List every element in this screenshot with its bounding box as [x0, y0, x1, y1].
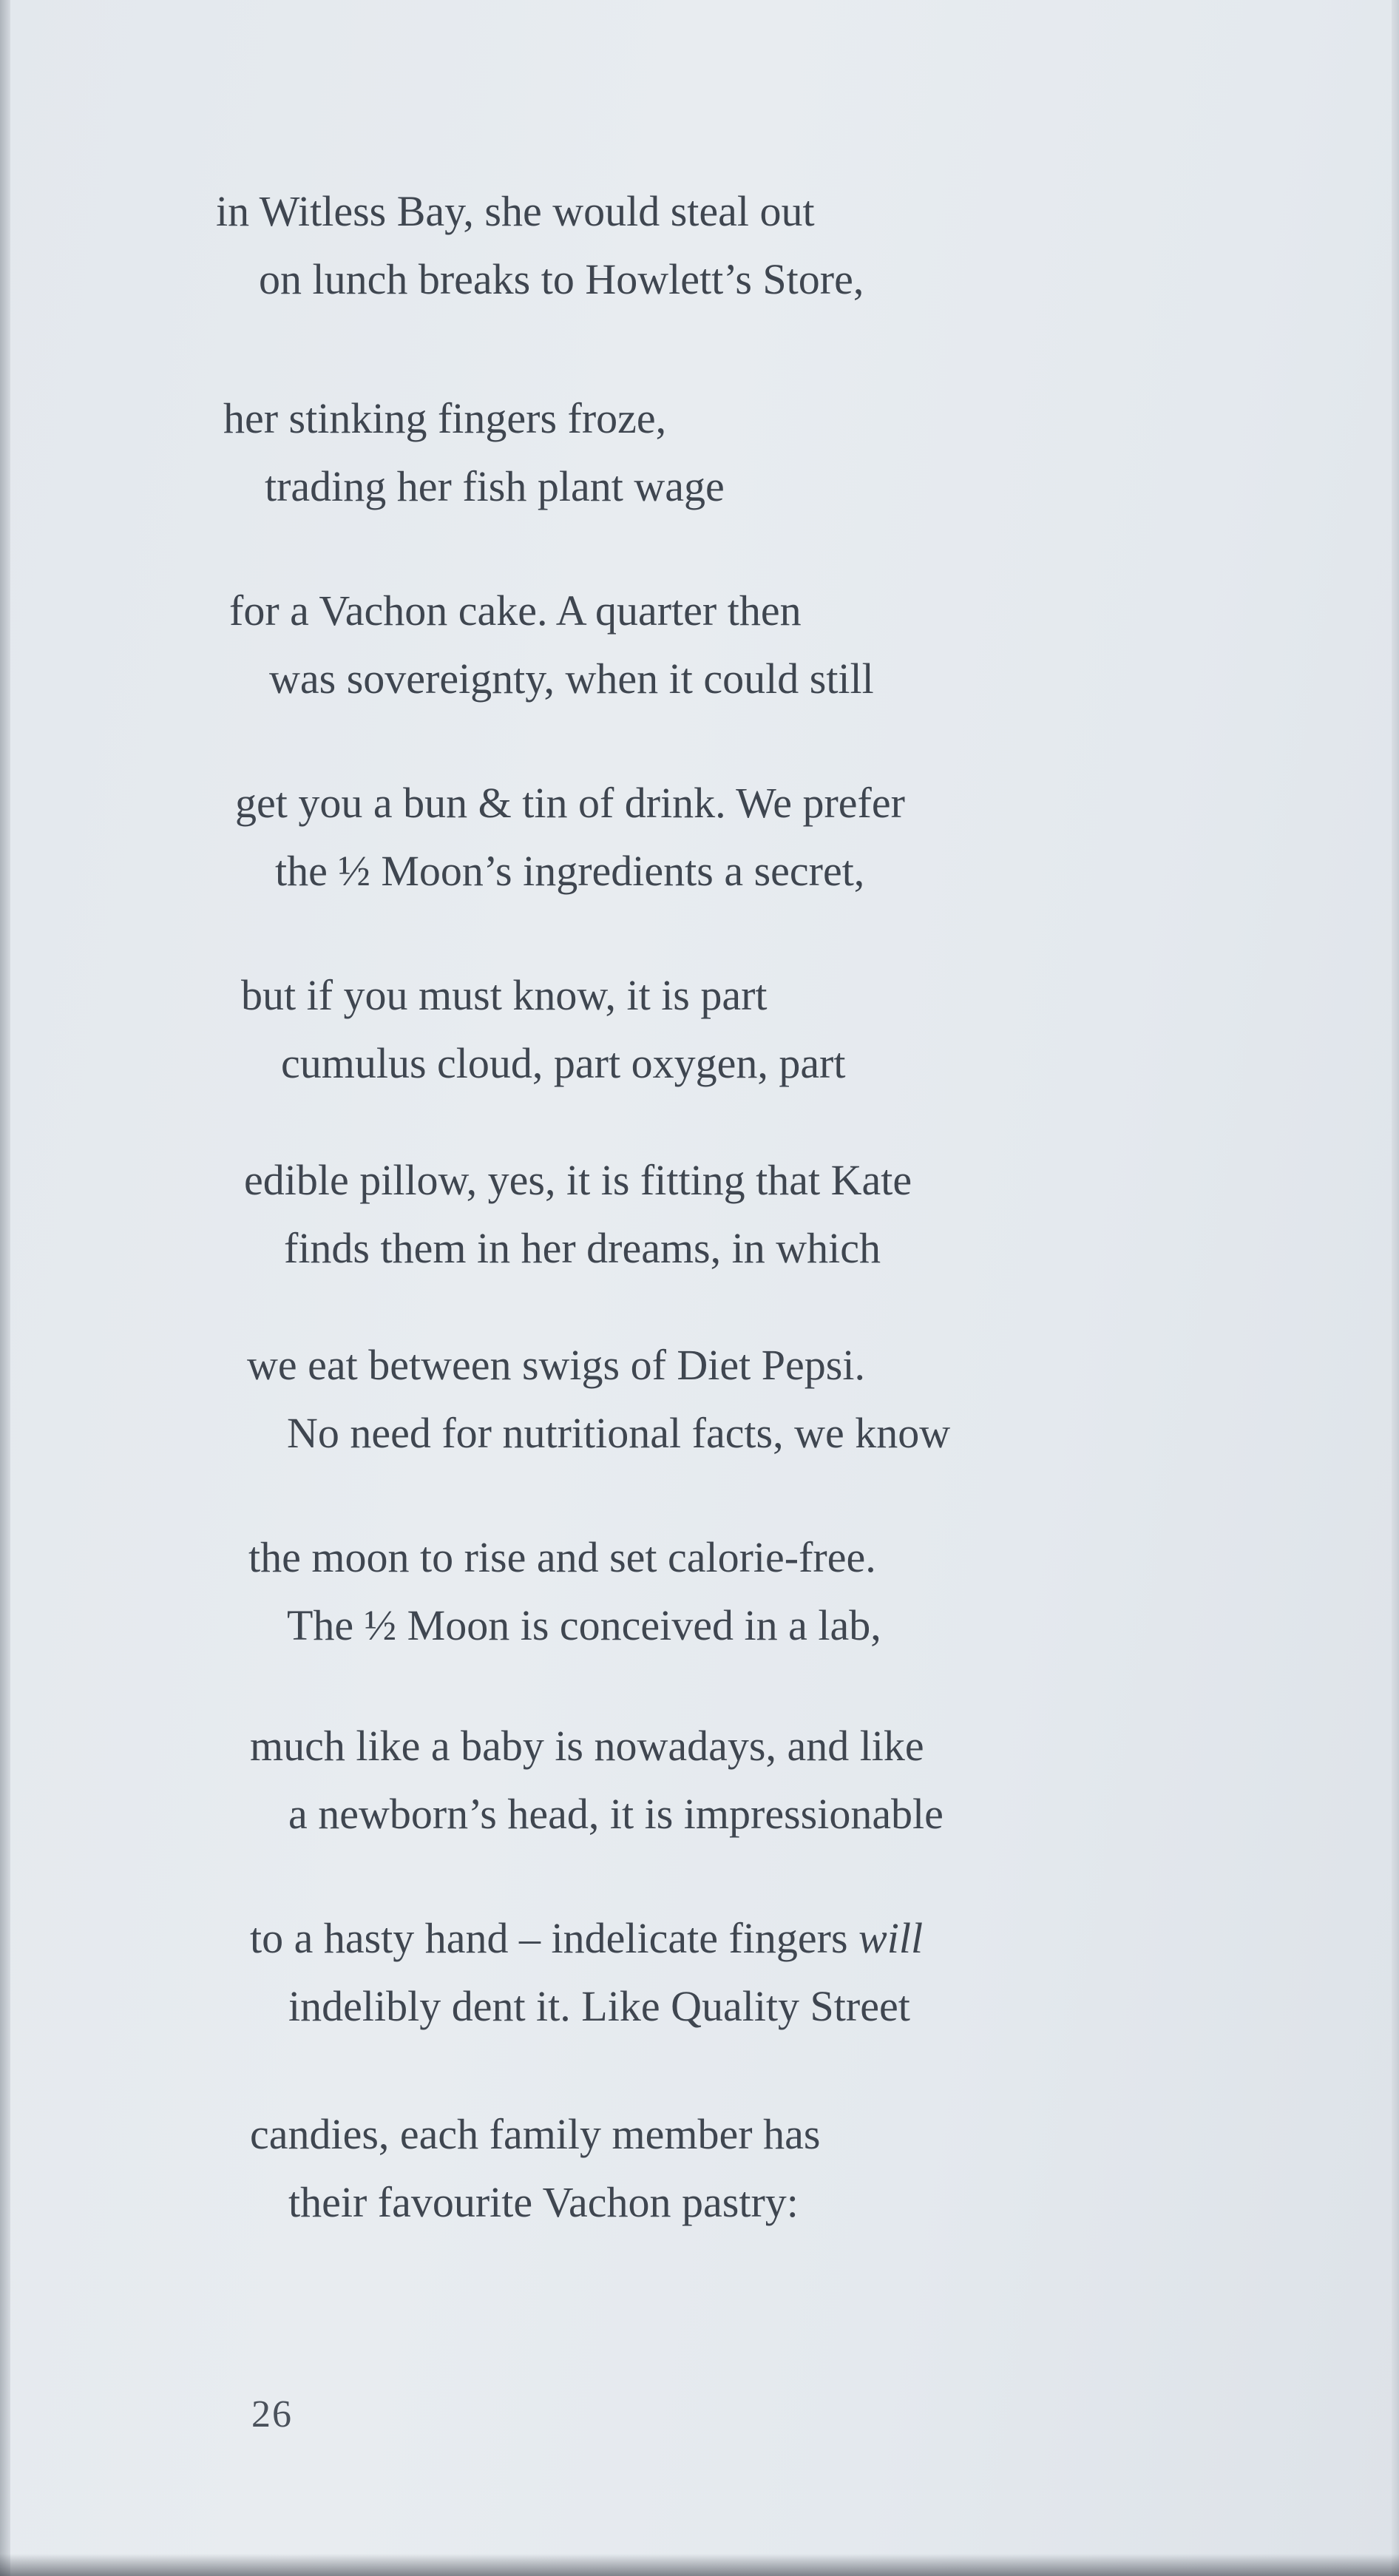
stanza-line: in Witless Bay, she would steal out	[216, 187, 815, 235]
stanza-line-indented: on lunch breaks to Howlett’s Store,	[259, 255, 864, 303]
stanza-line-indented: The ½ Moon is conceived in a lab,	[287, 1601, 881, 1649]
page-number: 26	[251, 2393, 293, 2435]
stanza-line: edible pillow, yes, it is fitting that Kate	[244, 1156, 912, 1204]
stanza-6	[0, 1146, 1399, 1282]
stanza-line-indented: their favourite Vachon pastry:	[288, 2178, 799, 2226]
stanza-line-indented: indelibly dent it. Like Quality Street	[288, 1982, 910, 2030]
stanza-7	[0, 1331, 1399, 1467]
stanza-4	[0, 769, 1399, 905]
italic-word: will	[858, 1914, 924, 1962]
stanza-line: we eat between swigs of Diet Pepsi.	[247, 1341, 865, 1389]
page-bottom-shadow	[0, 2554, 1399, 2576]
stanza-10	[0, 1904, 1399, 2041]
stanza-2	[0, 385, 1399, 521]
stanza-5	[0, 961, 1399, 1098]
stanza-11	[0, 2100, 1399, 2237]
stanza-8	[0, 1524, 1399, 1660]
stanza-1	[0, 178, 1399, 314]
stanza-line: her stinking fingers froze,	[223, 394, 667, 442]
stanza-line-indented: cumulus cloud, part oxygen, part	[281, 1039, 846, 1087]
stanza-text: to a hasty hand – indelicate fingers	[250, 1914, 859, 1962]
stanza-line-indented: No need for nutritional facts, we know	[287, 1409, 951, 1457]
stanza-line-indented: was sovereignty, when it could still	[269, 655, 874, 703]
stanza-line-indented: finds them in her dreams, in which	[284, 1224, 881, 1272]
stanza-line	[0, 1904, 1399, 1972]
stanza-line-indented: the ½ Moon’s ingredients a secret,	[275, 847, 865, 895]
stanza-line-indented: a newborn’s head, it is impressionable	[288, 1790, 944, 1838]
stanza-line: get you a bun & tin of drink. We prefer	[235, 779, 905, 827]
stanza-line: much like a baby is nowadays, and like	[250, 1722, 924, 1770]
stanza-line-indented: trading her fish plant wage	[265, 462, 725, 510]
stanza-line: but if you must know, it is part	[241, 971, 768, 1019]
stanza-9	[0, 1712, 1399, 1848]
stanza-line: candies, each family member has	[250, 2110, 821, 2158]
stanza-3	[0, 577, 1399, 713]
stanza-line: the moon to rise and set calorie-free.	[248, 1533, 876, 1581]
stanza-line: for a Vachon cake. A quarter then	[229, 586, 802, 635]
